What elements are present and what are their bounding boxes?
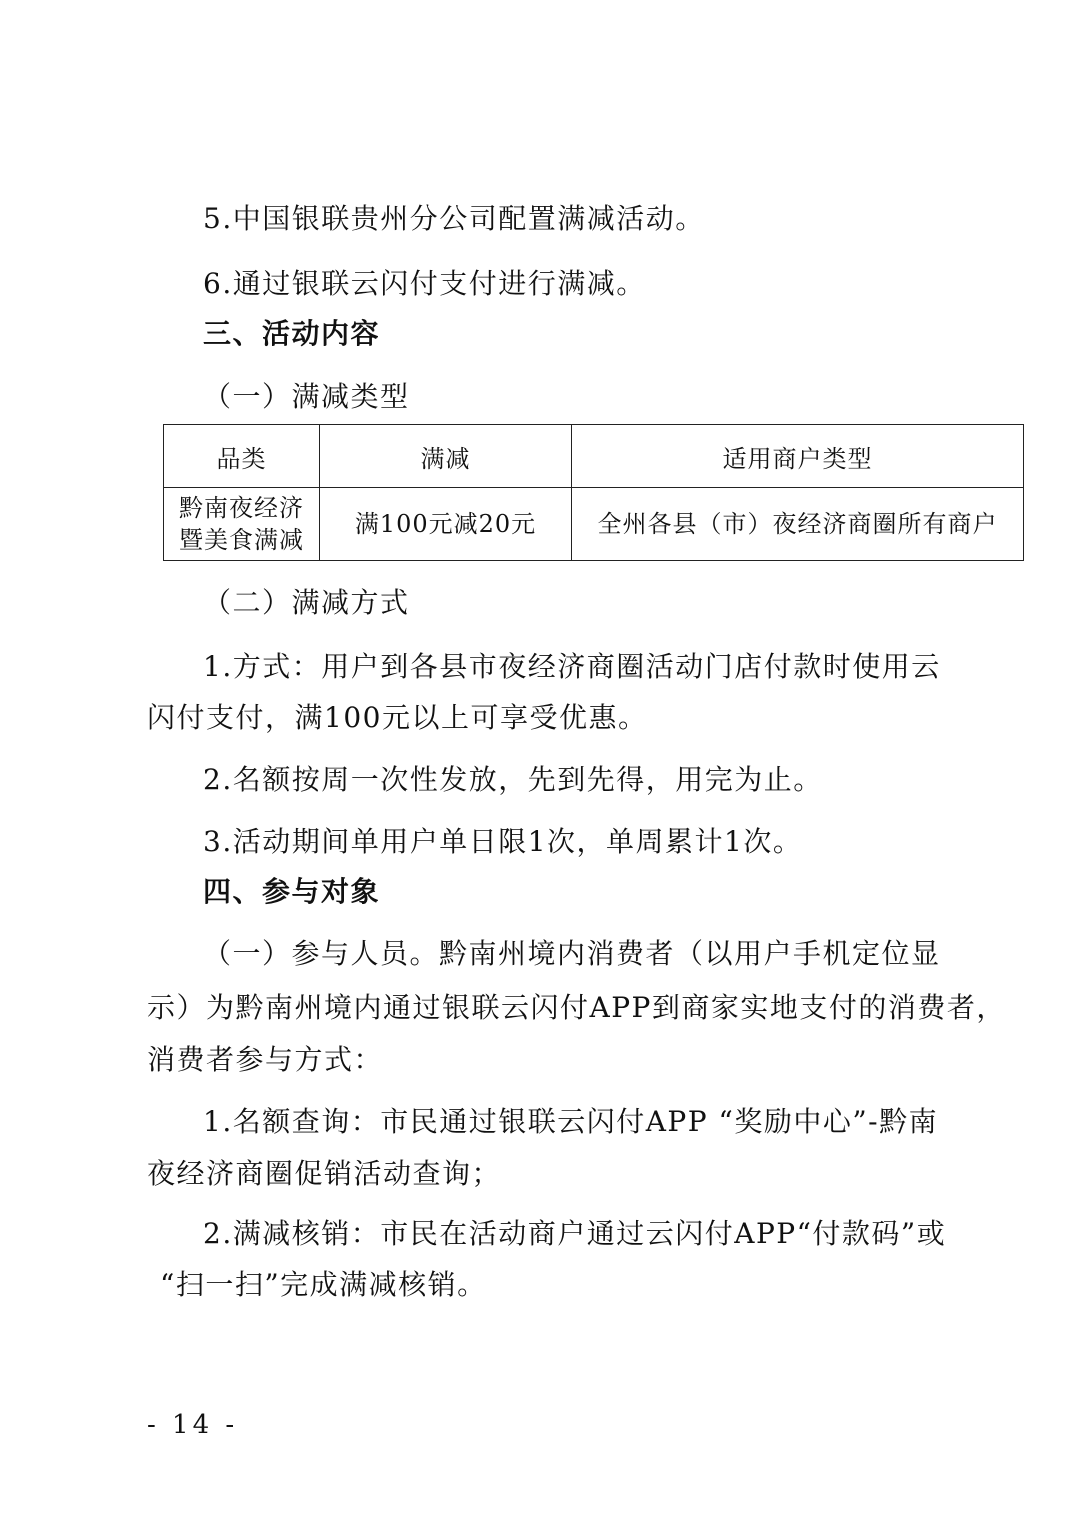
subsection-discount-method: （二）满减方式 bbox=[203, 586, 410, 619]
participants-line-3: 消费者参与方式： bbox=[147, 1043, 384, 1076]
method-2: 2.名额按周一次性发放，先到先得，用完为止。 bbox=[203, 763, 823, 796]
table-row bbox=[164, 488, 1024, 561]
discount-table bbox=[163, 424, 1024, 561]
method-1-line-1: 1.方式：用户到各县市夜经济商圈活动门店付款时使用云 bbox=[203, 650, 941, 683]
header-category: 品类 bbox=[164, 425, 320, 488]
item-6: 6.通过银联云闪付支付进行满减。 bbox=[203, 267, 646, 300]
quota-query-line-1: 1.名额查询：市民通过银联云闪付APP “奖励中心”-黔南 bbox=[203, 1105, 939, 1138]
section-4-heading: 四、参与对象 bbox=[203, 875, 381, 908]
method-1-line-2: 闪付支付，满100元以上可享受优惠。 bbox=[147, 701, 648, 734]
cell-discount: 满100元减20元 bbox=[320, 488, 572, 561]
page-number: - 14 - bbox=[147, 1410, 239, 1440]
category-line-2: 暨美食满减 bbox=[179, 526, 304, 554]
header-discount: 满减 bbox=[320, 425, 572, 488]
participants-line-1: （一）参与人员。黔南州境内消费者（以用户手机定位显 bbox=[203, 937, 941, 970]
redeem-line-1: 2.满减核销：市民在活动商户通过云闪付APP“付款码”或 bbox=[203, 1217, 947, 1250]
participants-line-2: 示）为黔南州境内通过银联云闪付APP到商家实地支付的消费者， bbox=[147, 991, 1006, 1024]
header-merchant-type: 适用商户类型 bbox=[572, 425, 1024, 488]
redeem-line-2: “扫一扫”完成满减核销。 bbox=[160, 1268, 487, 1301]
cell-category bbox=[164, 488, 320, 561]
item-5: 5.中国银联贵州分公司配置满减活动。 bbox=[203, 202, 705, 235]
method-3: 3.活动期间单用户单日限1次，单周累计1次。 bbox=[203, 825, 803, 858]
category-line-1: 黔南夜经济 bbox=[179, 494, 304, 522]
subsection-discount-type: （一）满减类型 bbox=[203, 380, 410, 413]
cell-merchants: 全州各县（市）夜经济商圈所有商户 bbox=[572, 488, 1024, 561]
table-header-row bbox=[164, 425, 1024, 488]
quota-query-line-2: 夜经济商圈促销活动查询； bbox=[147, 1157, 502, 1190]
section-3-heading: 三、活动内容 bbox=[203, 317, 381, 350]
